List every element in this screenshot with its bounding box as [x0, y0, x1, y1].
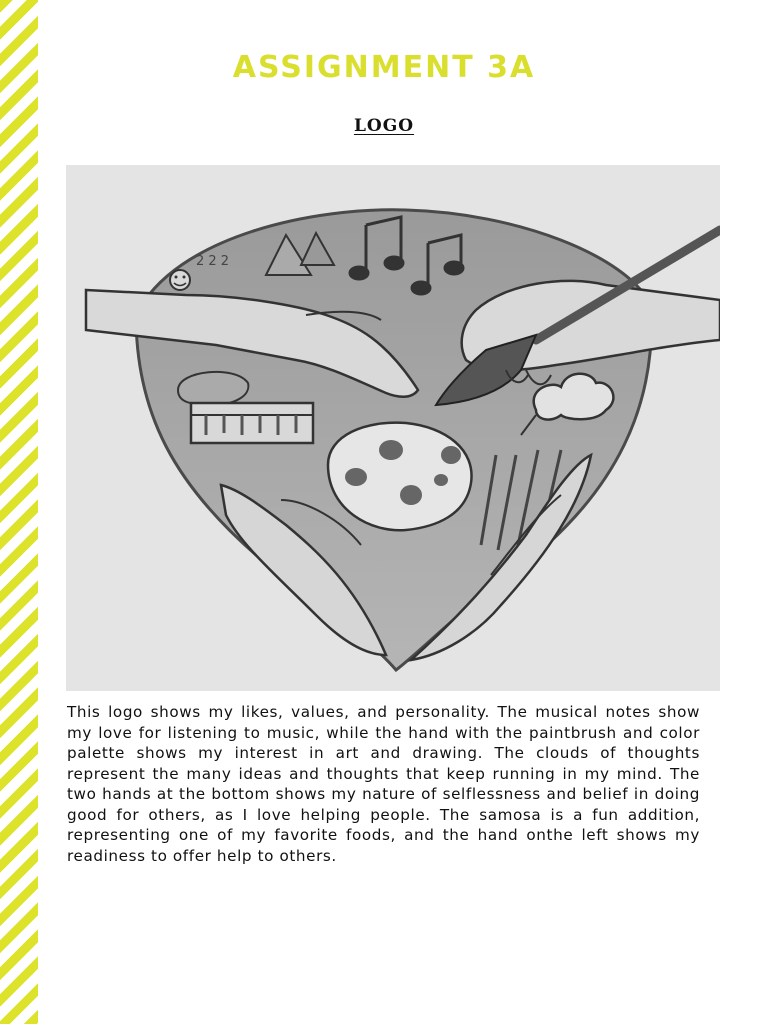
logo-sketch-drawing	[66, 165, 720, 691]
page-title: ASSIGNMENT 3A	[232, 50, 536, 85]
logo-description: This logo shows my likes, values, and personality. The musical notes show my love for listening to music, while the hand with the paintbrush and color palette shows my interest in art and drawing. The clouds of thoughts represent the many ideas and thoughts that keep running in my mind. The two hands at the bottom shows my nature of selflessness and belief in doing good for others, as I love helping people. The samosa is a fun addition, representing one of my favorite foods, and the hand onthe left shows my readiness to offer help to others.	[67, 703, 700, 865]
smiley-icon	[170, 270, 190, 290]
section-subtitle: LOGO	[353, 116, 415, 136]
striped-page-border	[0, 0, 38, 1024]
sketch-marks: 2 2 2	[196, 254, 230, 269]
logo-sketch-image	[66, 165, 720, 691]
